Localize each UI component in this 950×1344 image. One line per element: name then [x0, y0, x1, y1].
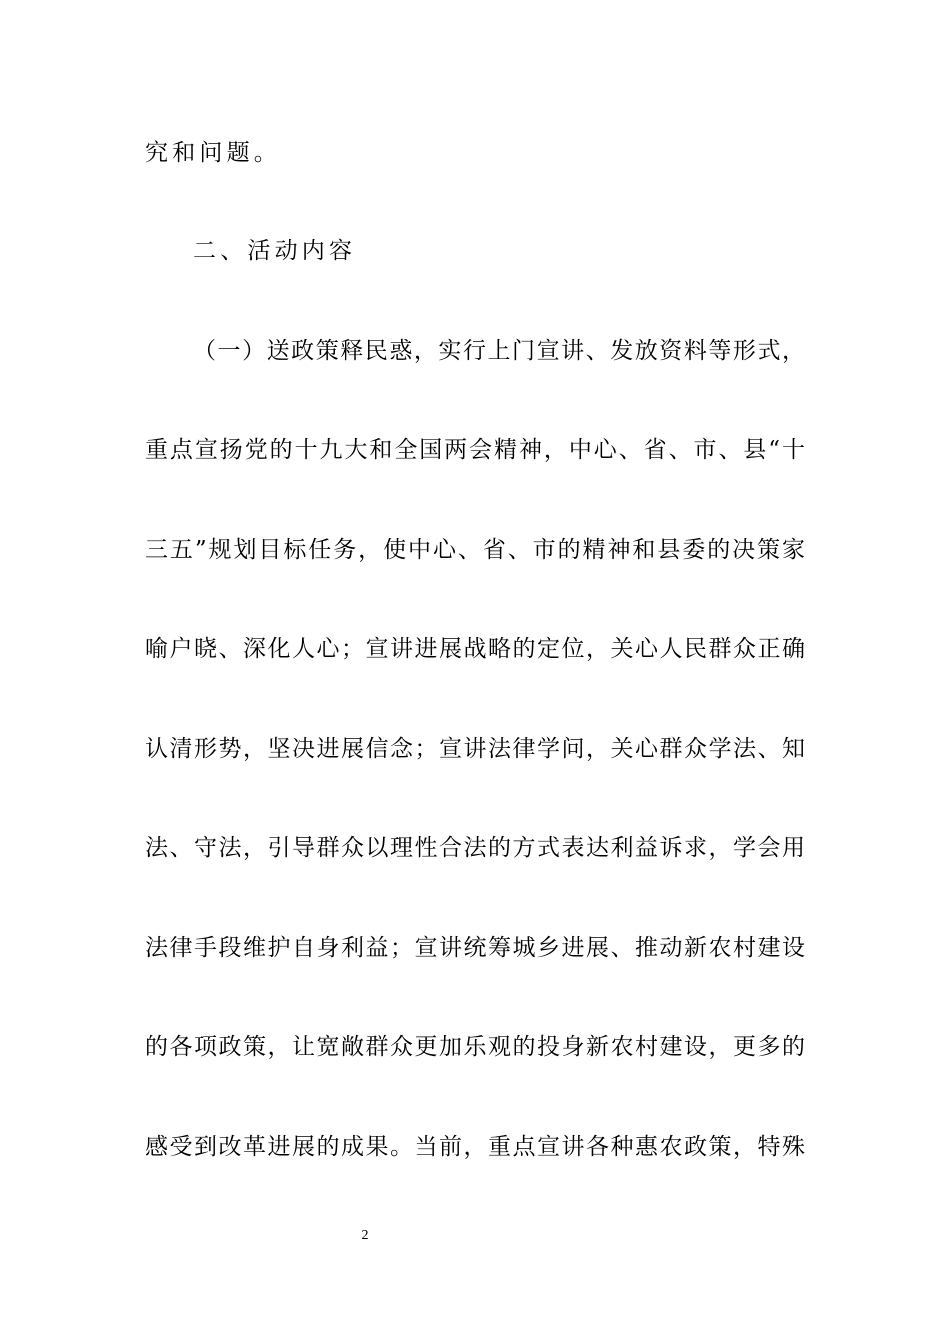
- paragraph-line: 法律手段维护自身利益；宣讲统筹城乡进展、推动新农村建设: [145, 935, 805, 961]
- paragraph-line: （一）送政策释民惑，实行上门宣讲、发放资料等形式，: [193, 338, 805, 364]
- paragraph-line: 重点宣扬党的十九大和全国两会精神，中心、省、市、县“十: [145, 437, 805, 463]
- paragraph-line: 三五”规划目标任务，使中心、省、市的精神和县委的决策家: [145, 537, 805, 563]
- paragraph-line: 感受到改革进展的成果。当前，重点宣讲各种惠农政策，特殊: [145, 1134, 805, 1160]
- section-heading: 二、活动内容: [193, 238, 357, 264]
- paragraph-line: 认清形势，坚决进展信念；宣讲法律学问，关心群众学法、知: [145, 736, 805, 762]
- paragraph-line: 究和问题。: [145, 140, 281, 166]
- paragraph-line: 喻户晓、深化人心；宣讲进展战略的定位，关心人民群众正确: [145, 636, 805, 662]
- paragraph-line: 的各项政策，让宽敞群众更加乐观的投身新农村建设，更多的: [145, 1034, 805, 1060]
- paragraph-line: 法、守法，引导群众以理性合法的方式表达利益诉求，学会用: [145, 835, 805, 861]
- page-number: 2: [361, 1228, 369, 1243]
